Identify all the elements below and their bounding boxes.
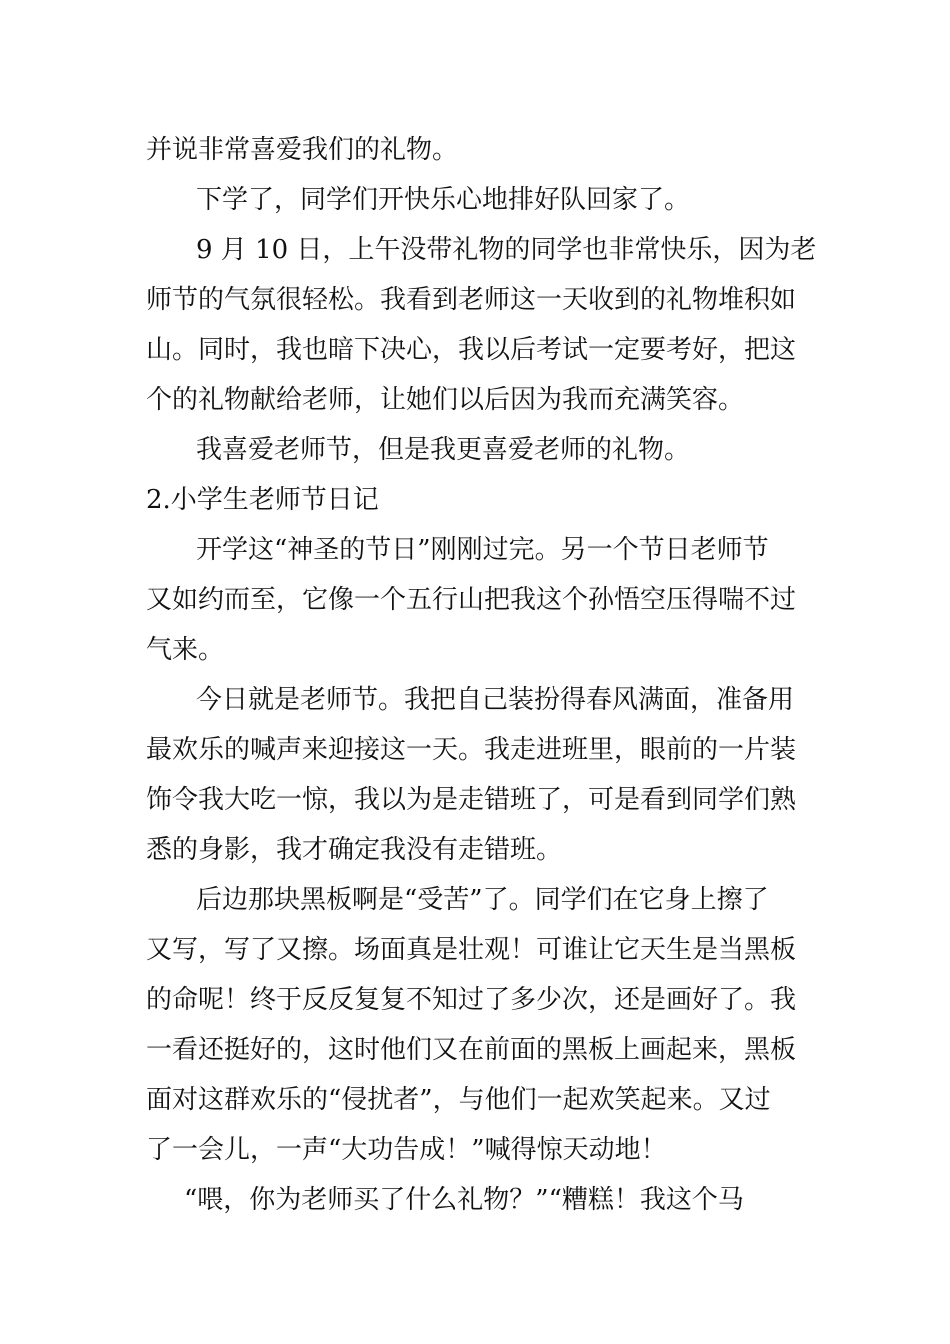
text-line: 又写，写了又擦。场面真是壮观！可谁让它天生是当黑板 xyxy=(146,935,797,965)
text-line: 了一会儿，一声“大功告成！”喊得惊天动地！ xyxy=(146,1135,667,1165)
text-line: 的命呢！终于反反复复不知过了多少次，还是画好了。我 xyxy=(146,985,797,1015)
text-line: 面对这群欢乐的“侵扰者”，与他们一起欢笑起来。又过 xyxy=(146,1085,771,1115)
text-line: 后边那块黑板啊是“受苦”了。同学们在它身上擦了 xyxy=(196,885,769,915)
text-line: 个的礼物献给老师，让她们以后因为我而充满笑容。 xyxy=(146,385,745,415)
text-line: 今日就是老师节。我把自己装扮得春风满面，准备用 xyxy=(196,685,795,715)
text-line: 山。同时，我也暗下决心，我以后考试一定要考好，把这 xyxy=(146,335,797,365)
text-line: 饰令我大吃一惊，我以为是走错班了，可是看到同学们熟 xyxy=(146,785,797,815)
text-line: 下学了，同学们开快乐心地排好队回家了。 xyxy=(196,185,691,215)
text-line: 9 月 10 日，上午没带礼物的同学也非常快乐，因为老 xyxy=(196,235,817,265)
text-line: 悉的身影，我才确定我没有走错班。 xyxy=(146,835,563,865)
text-line: “喂，你为老师买了什么礼物？”“糟糕！我这个马 xyxy=(184,1185,744,1215)
text-line: 又如约而至，它像一个五行山把我这个孙悟空压得喘不过 xyxy=(146,585,797,615)
section-heading: 2.小学生老师节日记 xyxy=(146,485,379,515)
text-line: 并说非常喜爱我们的礼物。 xyxy=(146,135,459,165)
text-line: 开学这“神圣的节日”刚刚过完。另一个节日老师节 xyxy=(196,535,769,565)
text-line: 师节的气氛很轻松。我看到老师这一天收到的礼物堆积如 xyxy=(146,285,797,315)
text-line: 我喜爱老师节，但是我更喜爱老师的礼物。 xyxy=(196,435,691,465)
text-line: 一看还挺好的，这时他们又在前面的黑板上画起来，黑板 xyxy=(146,1035,797,1065)
text-line: 最欢乐的喊声来迎接这一天。我走进班里，眼前的一片装 xyxy=(146,735,797,765)
text-line: 气来。 xyxy=(146,635,225,665)
